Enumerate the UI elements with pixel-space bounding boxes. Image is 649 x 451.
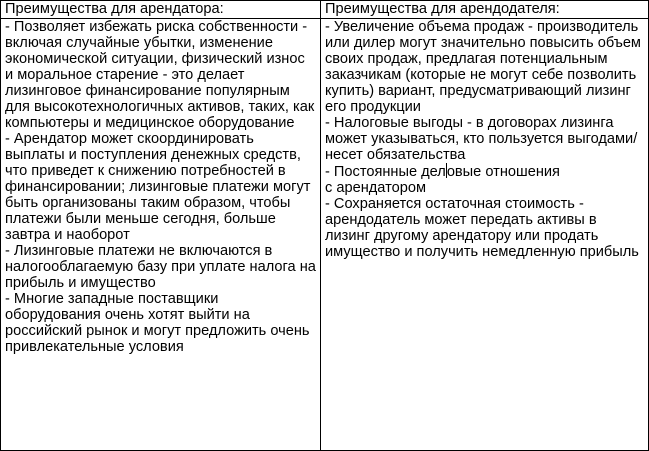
lessee-item-2: - Арендатор может скоординировать выплаты и поступления денежных средств, что приведет к снижению потребностей в финансировании; лизинговые платежи могут быть организованы таким образом, чтобы платежи были меньше сегодня, больше завтра и наоборот [5, 131, 311, 243]
lessee-header-cell[interactable] [1, 1, 321, 19]
lessee-advantages-cell[interactable] [1, 19, 321, 451]
lessor-item-1: - Увеличение объема продаж - производитель или дилер могут значительно повысить объем своих продаж, предлагая потенциальным заказчикам (которые не могут себе позволить купить) вариант, предусматривающий лизинг его продукции [325, 19, 641, 115]
lessor-item-3 [325, 163, 644, 196]
lessee-header-text: Преимущества для арендатора: [5, 1, 224, 17]
lessee-item-4: - Многие западные поставщики оборудования очень хотят выйти на российский рынок и могут предложить очень привлекательные условия [5, 291, 310, 355]
lessor-item-3-part-b: овые отношения [446, 164, 560, 180]
lessee-item-3: - Лизинговые платежи не включаются в налогооблагаемую базу при уплате налога на прибыль и имущество [5, 243, 316, 291]
lessor-item-3-part-c: с арендатором [325, 180, 426, 196]
lessor-item-4: - Сохраняется остаточная стоимость - арендодатель может передать активы в лизинг другому арендатору или продать имущество и получить немедленную прибыль [325, 196, 639, 260]
lessor-advantages-cell[interactable] [321, 19, 649, 451]
lessor-item-2: - Налоговые выгоды - в договорах лизинга может указываться, кто пользуется выгодами/несет обязательства [325, 115, 638, 163]
lessor-header-text: Преимущества для арендодателя: [325, 1, 560, 17]
table-header-row [1, 1, 649, 19]
table-body-row [1, 19, 649, 451]
lessee-item-1: - Позволяет избежать риска собственности - включая случайные убытки, изменение экономической ситуации, физический износ и моральное старение - это делает лизинговое финансирование популярным для высокотехнологичных активов, таких, как компьютеры и медицинское оборудование [5, 19, 315, 131]
lessor-item-3-part-a: - Постоянные дел [325, 164, 446, 180]
lessor-header-cell[interactable] [321, 1, 649, 19]
